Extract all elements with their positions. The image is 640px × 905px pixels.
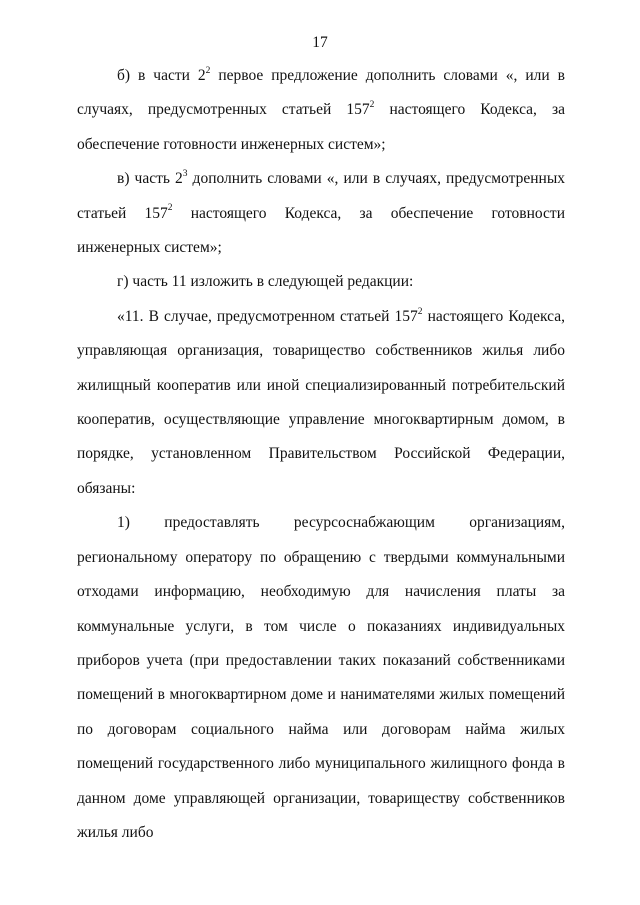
paragraph-v-text-1: в) часть 2 bbox=[117, 170, 183, 188]
superscript: 2 bbox=[369, 100, 375, 111]
paragraph-v-text-3: настоящего Кодекса, за обеспечение готовности инженерных систем»; bbox=[77, 204, 565, 257]
paragraph-b-text-1: б) в части 2 bbox=[117, 67, 206, 84]
page-number: 17 bbox=[312, 34, 328, 51]
paragraph-11 bbox=[77, 300, 565, 506]
superscript: 2 bbox=[417, 306, 423, 317]
superscript: 2 bbox=[205, 65, 211, 76]
superscript: 3 bbox=[182, 169, 188, 180]
paragraph-11-text-1: «11. В случае, предусмотренном статьей 157 bbox=[117, 307, 418, 325]
paragraph-v-text-2: дополнить словами «, или в случаях, предусмотренных статьей 157 bbox=[77, 170, 565, 222]
paragraph-g: г) часть 11 изложить в следующей редакции: bbox=[117, 273, 414, 291]
paragraph-item-1: 1) предоставлять ресурсоснабжающим организациям, региональному оператору по обращению с твердыми коммунальными отходами информацию, необходимую для начисления платы за коммунальные услуги, в том числе о показаниях индивидуальных приборов учета (при предоставлении таких показаний собственниками помещений в многоквартирном доме и нанимателями жилых помещений по договорам социального найма или договорам найма жилых помещений государственного либо муниципального жилищного фонда в данном доме управляющей организации, товариществу собственников жилья либо bbox=[77, 514, 565, 841]
superscript: 2 bbox=[167, 203, 173, 214]
paragraph-b-text-3: настоящего Кодекса, за обеспечение готовности инженерных систем»; bbox=[77, 101, 565, 153]
document-body bbox=[77, 59, 565, 850]
paragraph-b bbox=[77, 59, 565, 162]
paragraph-11-text-2: настоящего Кодекса, управляющая организация, товарищество собственников жилья либо жилищный кооператив или иной специализированный потребительский кооператив, осуществляющие управление многоквартирным домом, в порядке, установленном Правительством Российской Федерации, обязаны: bbox=[77, 307, 565, 497]
paragraph-v bbox=[77, 162, 565, 265]
paragraph-b-text-2: первое предложение дополнить словами «, или в случаях, предусмотренных статьей 157 bbox=[77, 67, 565, 119]
